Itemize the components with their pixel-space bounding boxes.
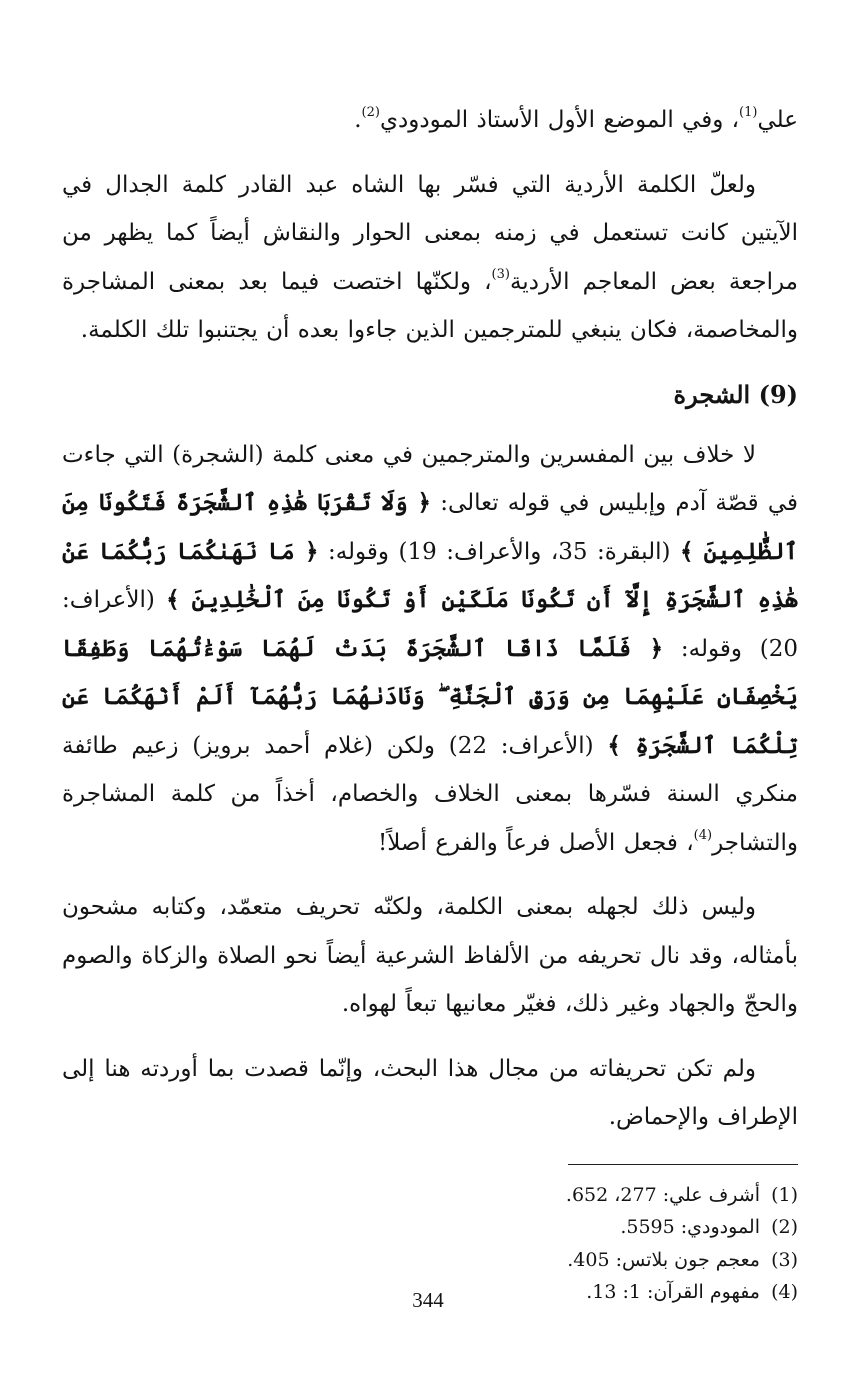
text: (الأعراف: 20) وقوله:	[62, 587, 798, 662]
text: ولعلّ الكلمة الأردية التي فسّر بها الشاه عبد القادر كلمة الجدال في الآيتين كانت تستعمل في زمنه بمعنى الحوار والنقاش أيضاً كما يظهر من مراجعة بعض المعاجم الأردية	[62, 171, 798, 295]
footnote	[62, 1211, 798, 1244]
footnote-text: أشرف علي: 277، 652.	[565, 1183, 760, 1206]
footnote-number: (3)	[771, 1248, 798, 1271]
footnote	[62, 1244, 798, 1277]
text: (الأعراف: 22) ولكن (غلام أحمد برويز) زعيم طائفة منكري السنة فسّرها بمعنى الخلاف والخصام، أخذاً من كلمة المشاجرة والتشاجر	[62, 732, 798, 856]
paragraph-continuation	[62, 96, 798, 145]
footnote-text: المودودي: 5595.	[620, 1216, 760, 1238]
page-body	[62, 96, 798, 1386]
quran-verse: ﴿ مَا نَهَىٰكُمَا رَبُّكُمَا عَنْ هَٰذِهِ ٱلشَّجَرَةِ إِلَّآ أَن تَكُونَا مَلَكَيْنِ أَوْ تَكُونَا مِنَ ٱلْخَٰلِدِينَ ﴾	[62, 537, 798, 613]
footnote-number: (1)	[771, 1183, 798, 1206]
footnote-number: (4)	[771, 1281, 798, 1303]
text: علي	[757, 107, 798, 133]
text: .	[354, 107, 362, 133]
footnote	[62, 1179, 798, 1212]
text: ، ولكنّها اختصت فيما بعد بمعنى المشاجرة والمخاصمة، فكان ينبغي للمترجمين الذين جاءوا بعده أن يجتنبوا تلك الكلمة.	[62, 268, 798, 343]
text: (البقرة: 35، والأعراف: 19) وقوله:	[318, 538, 680, 565]
paragraph-shajara	[62, 431, 798, 868]
footnote-ref[interactable]: (2)	[361, 105, 380, 121]
paragraph-closing: ولم تكن تحريفاته من مجال هذا البحث، وإنّما قصدت بما أوردته هنا إلى الإطراف والإحماض.	[62, 1055, 798, 1130]
quran-verse: ﴿ فَلَمَّا ذَاقَا ٱلشَّجَرَةَ بَدَتْ لَهُمَا سَوْءَٰتُهُمَا وَطَفِقَا يَخْصِفَانِ عَلَيْهِمَا مِن وَرَقِ ٱلْجَنَّةِ ۖ وَنَادَىٰهُمَا رَبُّهُمَآ أَلَمْ أَنْهَكُمَا عَن تِلْكُمَا ٱلشَّجَرَةِ ﴾	[62, 634, 799, 759]
quran-verse: ﴿ وَلَا تَقْرَبَا هَٰذِهِ ٱلشَّجَرَةَ فَتَكُونَا مِنَ ٱلظَّٰلِمِينَ ﴾	[62, 489, 799, 565]
footnote-divider	[568, 1164, 798, 1165]
text: ، وفي الموضع الأول الأستاذ المودودي	[379, 107, 740, 133]
footnote-ref[interactable]: (3)	[491, 266, 510, 282]
footnote-number: (2)	[771, 1216, 798, 1238]
footnote-text: مفهوم القرآن: 1: 13.	[586, 1281, 760, 1303]
text: ، فجعل الأصل فرعاً والفرع أصلاً!	[378, 829, 694, 856]
paragraph-jidal	[62, 161, 798, 355]
footnote-ref[interactable]: (1)	[739, 105, 758, 121]
paragraph-tahrif: وليس ذلك لجهله بمعنى الكلمة، ولكنّه تحريف متعمّد، وكتابه مشحون بأمثاله، وقد نال تحريفه من الألفاظ الشرعية أيضاً نحو الصلاة والزكاة والصوم والحجّ والجهاد وغير ذلك، فغيّر معانيها تبعاً لهواه.	[62, 894, 798, 1017]
page-number: 344	[412, 1288, 444, 1312]
footnote-text: معجم جون بلاتس: 405.	[567, 1248, 760, 1271]
text: لا خلاف بين المفسرين والمترجمين في معنى كلمة (الشجرة) التي جاءت في قصّة آدم وإبليس في قوله تعالى:	[62, 441, 798, 516]
section-heading: (9) الشجرة	[673, 379, 798, 409]
footnote-ref[interactable]: (4)	[693, 827, 713, 843]
